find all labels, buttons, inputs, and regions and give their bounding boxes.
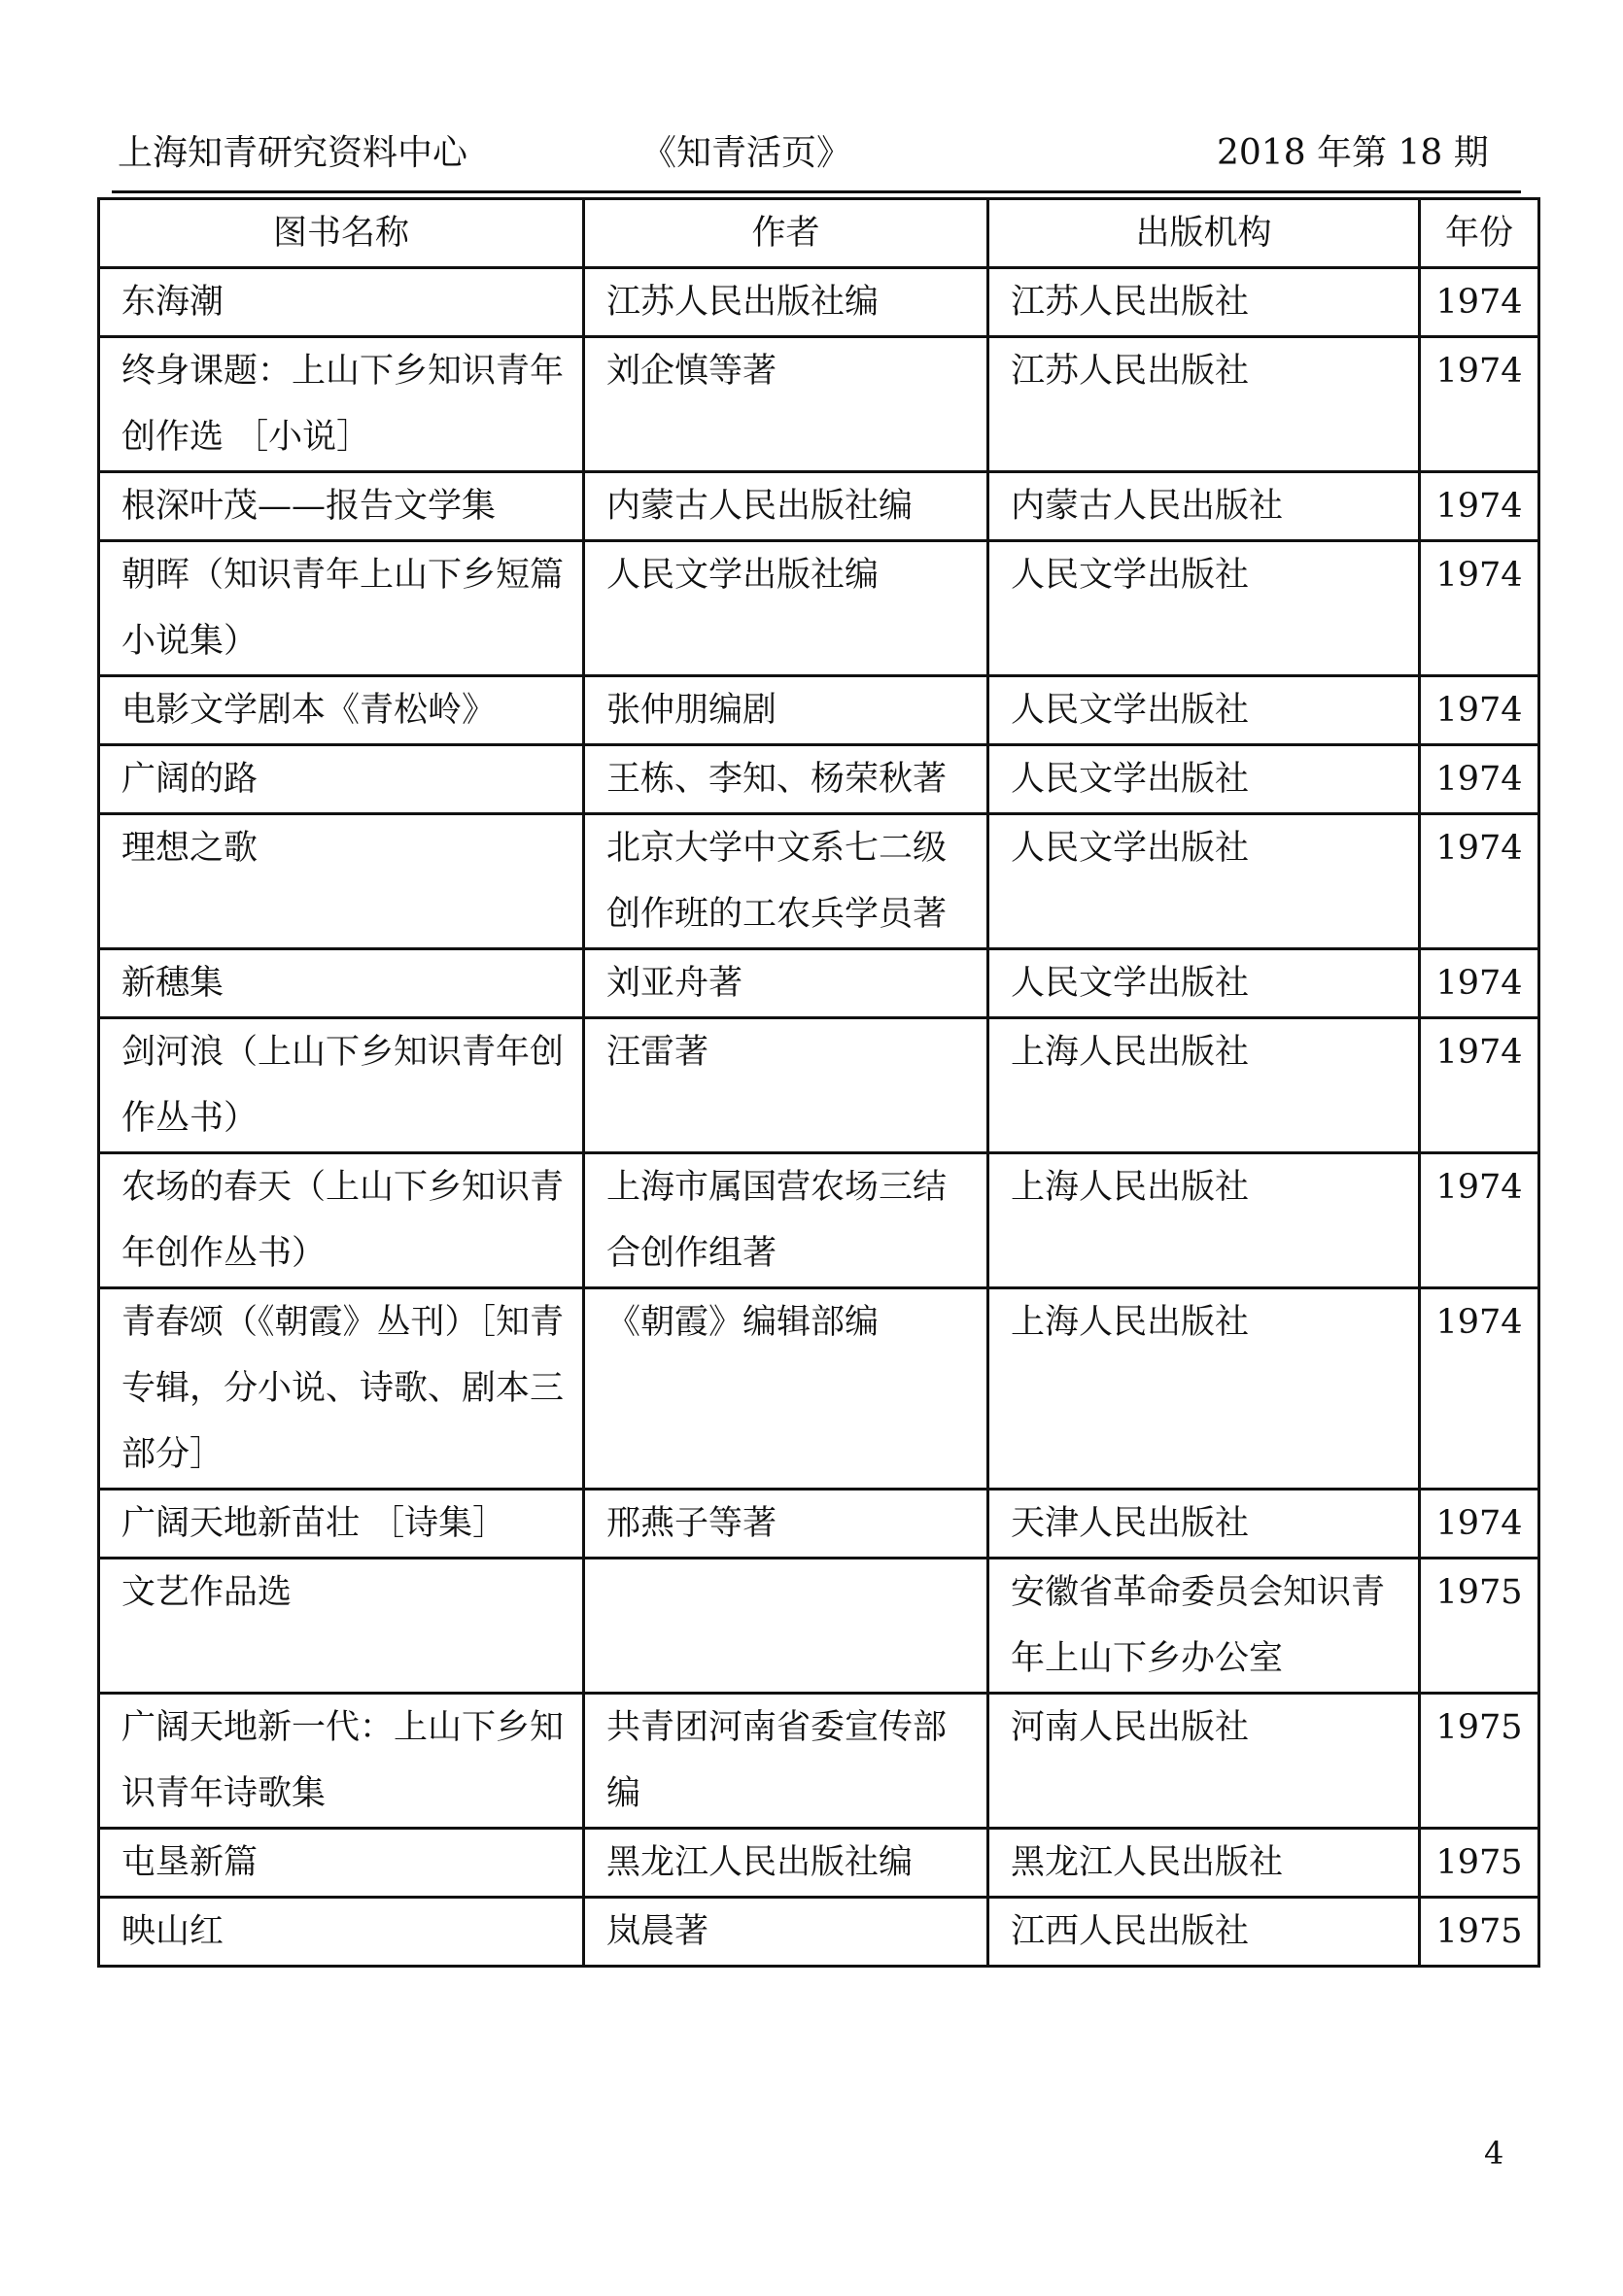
cell-title: 青春颂（《朝霞》丛刊）［知青专辑，分小说、诗歌、剧本三部分］ [99, 1288, 584, 1490]
cell-publisher: 人民文学出版社 [988, 676, 1420, 745]
header-issue: 2018 年第 18 期 [1217, 133, 1489, 173]
header-rule [112, 190, 1521, 193]
cell-year: 1974 [1420, 814, 1539, 949]
cell-year: 1975 [1420, 1559, 1539, 1694]
table-row [99, 1694, 1539, 1829]
cell-author: 江苏人民出版社编 [584, 268, 988, 337]
cell-publisher: 黑龙江人民出版社 [988, 1829, 1420, 1898]
cell-author: 黑龙江人民出版社编 [584, 1829, 988, 1898]
table-row [99, 1559, 1539, 1694]
cell-author: 内蒙古人民出版社编 [584, 472, 988, 541]
table-row [99, 1018, 1539, 1153]
column-header-year: 年份 [1420, 199, 1539, 268]
cell-publisher: 上海人民出版社 [988, 1153, 1420, 1288]
column-header-author: 作者 [584, 199, 988, 268]
table-row [99, 337, 1539, 472]
cell-publisher: 人民文学出版社 [988, 949, 1420, 1018]
cell-publisher: 上海人民出版社 [988, 1018, 1420, 1153]
cell-publisher: 河南人民出版社 [988, 1694, 1420, 1829]
cell-publisher: 江苏人民出版社 [988, 337, 1420, 472]
table-row [99, 949, 1539, 1018]
table-row [99, 1153, 1539, 1288]
cell-title: 朝晖（知识青年上山下乡短篇小说集） [99, 541, 584, 676]
cell-publisher: 人民文学出版社 [988, 745, 1420, 814]
cell-year: 1974 [1420, 1153, 1539, 1288]
cell-title: 根深叶茂——报告文学集 [99, 472, 584, 541]
cell-year: 1974 [1420, 1288, 1539, 1490]
cell-title: 理想之歌 [99, 814, 584, 949]
cell-author: 北京大学中文系七二级创作班的工农兵学员著 [584, 814, 988, 949]
cell-year: 1975 [1420, 1829, 1539, 1898]
table-row [99, 1829, 1539, 1898]
cell-year: 1974 [1420, 676, 1539, 745]
cell-publisher: 江苏人民出版社 [988, 268, 1420, 337]
table-row [99, 745, 1539, 814]
cell-year: 1974 [1420, 1490, 1539, 1559]
cell-author: 张仲朋编剧 [584, 676, 988, 745]
cell-year: 1974 [1420, 472, 1539, 541]
cell-publisher: 天津人民出版社 [988, 1490, 1420, 1559]
header-org: 上海知青研究资料中心 [118, 133, 468, 173]
page-number: 4 [1484, 2135, 1504, 2172]
cell-title: 新穗集 [99, 949, 584, 1018]
column-header-title: 图书名称 [99, 199, 584, 268]
cell-title: 屯垦新篇 [99, 1829, 584, 1898]
cell-title: 广阔天地新苗壮 ［诗集］ [99, 1490, 584, 1559]
cell-publisher: 内蒙古人民出版社 [988, 472, 1420, 541]
cell-author [584, 1559, 988, 1694]
cell-publisher: 人民文学出版社 [988, 541, 1420, 676]
cell-year: 1974 [1420, 268, 1539, 337]
cell-author: 刘企慎等著 [584, 337, 988, 472]
cell-title: 广阔的路 [99, 745, 584, 814]
cell-author: 邢燕子等著 [584, 1490, 988, 1559]
cell-title: 农场的春天（上山下乡知识青年创作丛书） [99, 1153, 584, 1288]
cell-title: 映山红 [99, 1898, 584, 1967]
cell-title: 剑河浪（上山下乡知识青年创作丛书） [99, 1018, 584, 1153]
column-header-publisher: 出版机构 [988, 199, 1420, 268]
cell-year: 1975 [1420, 1694, 1539, 1829]
table-row [99, 814, 1539, 949]
table-header-row [99, 199, 1539, 268]
table-row [99, 1288, 1539, 1490]
cell-publisher: 江西人民出版社 [988, 1898, 1420, 1967]
cell-author: 人民文学出版社编 [584, 541, 988, 676]
table-row [99, 268, 1539, 337]
cell-publisher: 安徽省革命委员会知识青年上山下乡办公室 [988, 1559, 1420, 1694]
table-row [99, 1490, 1539, 1559]
cell-author: 《朝霞》编辑部编 [584, 1288, 988, 1490]
cell-author: 共青团河南省委宣传部编 [584, 1694, 988, 1829]
table-row [99, 676, 1539, 745]
cell-title: 文艺作品选 [99, 1559, 584, 1694]
cell-year: 1974 [1420, 337, 1539, 472]
cell-author: 岚晨著 [584, 1898, 988, 1967]
cell-title: 广阔天地新一代：上山下乡知识青年诗歌集 [99, 1694, 584, 1829]
table-row [99, 541, 1539, 676]
cell-author: 汪雷著 [584, 1018, 988, 1153]
cell-author: 上海市属国营农场三结合创作组著 [584, 1153, 988, 1288]
cell-title: 电影文学剧本《青松岭》 [99, 676, 584, 745]
cell-title: 终身课题：上山下乡知识青年创作选 ［小说］ [99, 337, 584, 472]
table-row [99, 1898, 1539, 1967]
cell-year: 1974 [1420, 745, 1539, 814]
cell-year: 1974 [1420, 541, 1539, 676]
cell-title: 东海潮 [99, 268, 584, 337]
cell-year: 1974 [1420, 1018, 1539, 1153]
cell-publisher: 人民文学出版社 [988, 814, 1420, 949]
cell-year: 1974 [1420, 949, 1539, 1018]
cell-publisher: 上海人民出版社 [988, 1288, 1420, 1490]
header-publication: 《知青活页》 [641, 133, 852, 173]
table-row [99, 472, 1539, 541]
book-table [97, 197, 1540, 1968]
cell-year: 1975 [1420, 1898, 1539, 1967]
cell-author: 刘亚舟著 [584, 949, 988, 1018]
cell-author: 王栋、李知、杨荣秋著 [584, 745, 988, 814]
